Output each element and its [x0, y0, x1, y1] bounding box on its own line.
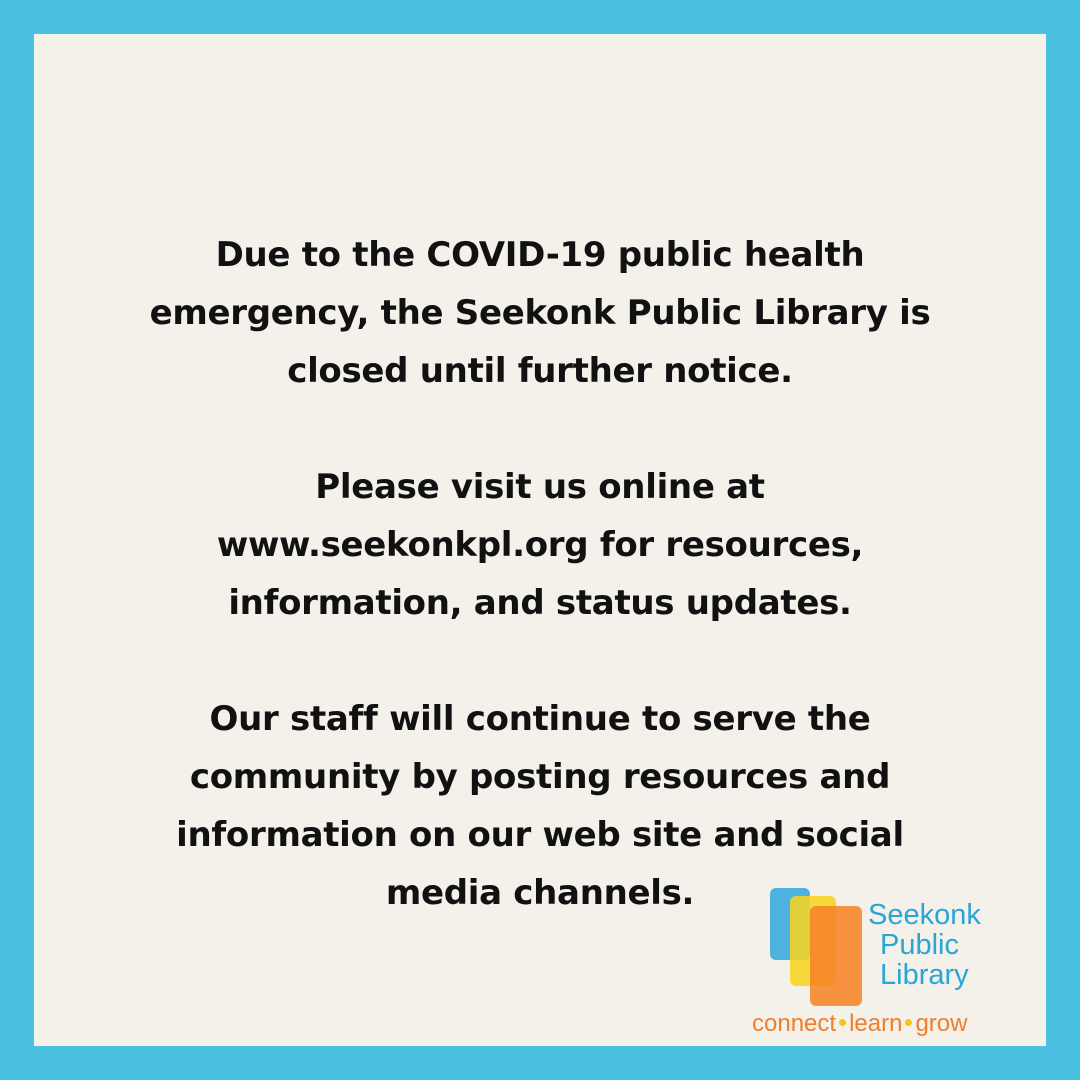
library-name [868, 900, 981, 990]
library-name-line-3: Library [880, 959, 969, 991]
tagline-dot-icon [905, 1019, 912, 1026]
library-logo [734, 854, 1024, 1044]
library-name-line-2: Public [880, 929, 959, 961]
library-logo-mark [770, 888, 862, 1010]
notice-paragraph-closure: Due to the COVID-19 public health emergency, the Seekonk Public Library is closed until further notice. [149, 235, 931, 391]
notice-paragraph-online: Please visit us online at www.seekonkpl.org for resources, information, and status updates. [216, 467, 864, 623]
tagline-dot-icon [839, 1019, 846, 1026]
notice-paragraph-staff: Our staff will continue to serve the community by posting resources and information on our web site and social media channels. [176, 699, 904, 913]
library-name-line-1: Seekonk [868, 899, 981, 931]
closure-notice [94, 226, 986, 922]
logo-orange-bar [810, 906, 862, 1006]
tagline-connect: connect [752, 1010, 837, 1037]
tagline-learn: learn [849, 1010, 903, 1037]
tagline-grow: grow [915, 1010, 968, 1037]
notice-panel [34, 34, 1046, 1046]
library-tagline [752, 1010, 967, 1038]
